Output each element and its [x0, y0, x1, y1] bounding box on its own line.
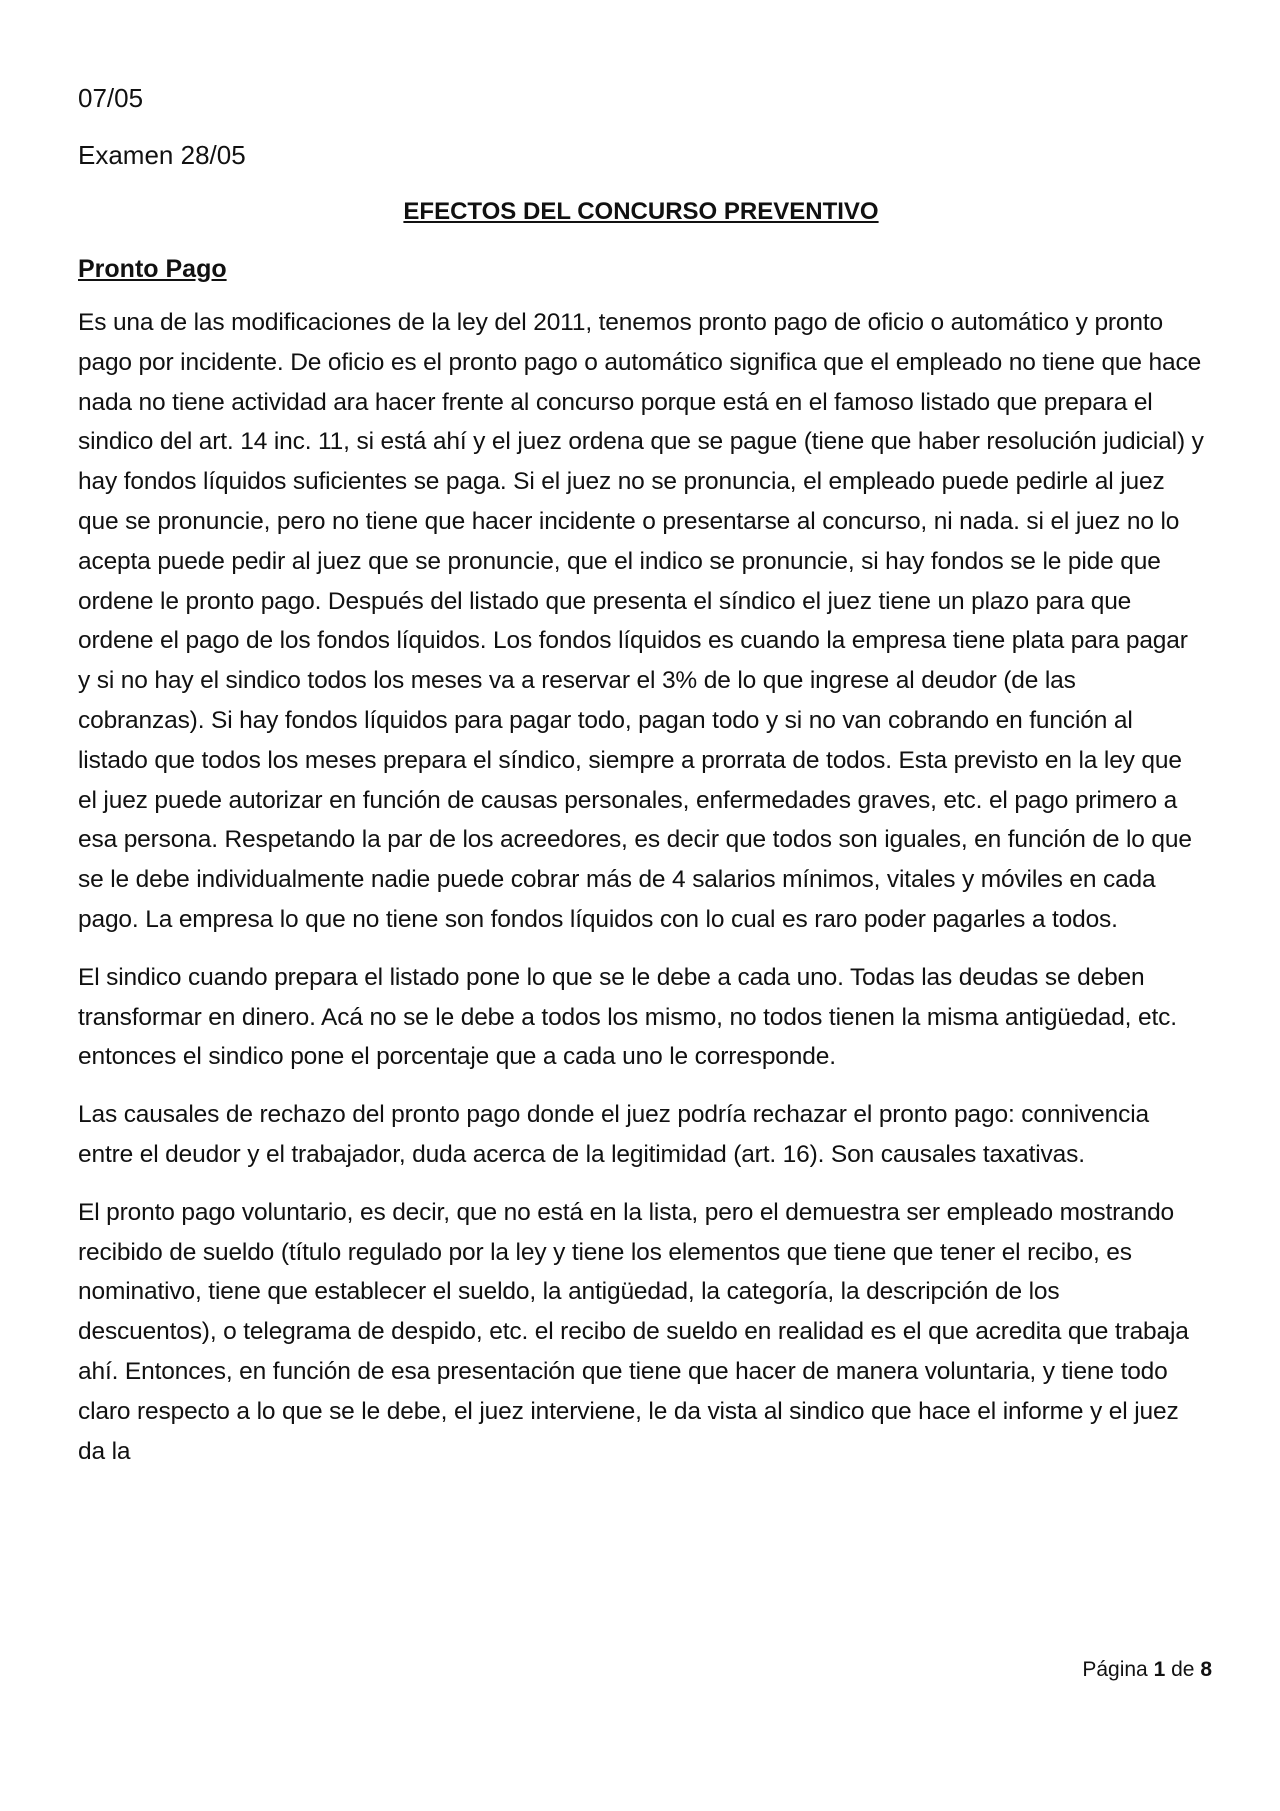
paragraph-1: Es una de las modificaciones de la ley del 2011, tenemos pronto pago de oficio o automático y pronto pago por incidente. De oficio es el pronto pago o automático significa que el empleado no tiene que hace nada no tiene actividad ara hacer frente al concurso porque está en el famoso listado que prepara el sindico del art. 14 inc. 11, si está ahí y el juez ordena que se pague (tiene que haber resolución judicial) y hay fondos líquidos suficientes se paga. Si el juez no se pronuncia, el empleado puede pedirle al juez que se pronuncie, pero no tiene que hacer incidente o presentarse al concurso, ni nada. si el juez no lo acepta puede pedir al juez que se pronuncie, que el indico se pronuncie, si hay fondos se le pide que ordene le pronto pago. Después del listado que presenta el síndico el juez tiene un plazo para que ordene el pago de los fondos líquidos. Los fondos líquidos es cuando la empresa tiene plata para pagar y si no hay el sindico todos los meses va a reservar el 3% de lo que ingrese al deudor (de las cobranzas). Si hay fondos líquidos para pagar todo, pagan todo y si no van cobrando en función al listado que todos los meses prepara el síndico, siempre a prorrata de todos. Esta previsto en la ley que el juez puede autorizar en función de causas personales, enfermedades graves, etc. el pago primero a esa persona. Respetando la par de los acreedores, es decir que todos son iguales, en función de lo que se le debe individualmente nadie puede cobrar más de 4 salarios mínimos, vitales y móviles en cada pago. La empresa lo que no tiene son fondos líquidos con lo cual es raro poder pagarles a todos.	[78, 309, 1204, 933]
exam-line: Examen 28/05	[78, 140, 246, 170]
document-page	[78, 78, 1204, 1489]
document-title: EFECTOS DEL CONCURSO PREVENTIVO	[403, 198, 879, 225]
paragraph-2: El sindico cuando prepara el listado pone lo que se le debe a cada uno. Todas las deudas se deben transformar en dinero. Acá no se le debe a todos los mismo, no todos tienen la misma antigüedad, etc. entonces el sindico pone el porcentaje que a cada uno le corresponde.	[78, 963, 1177, 1071]
paragraph-3: Las causales de rechazo del pronto pago donde el juez podría rechazar el pronto pago: connivencia entre el deudor y el trabajador, duda acerca de la legitimidad (art. 16). Son causales taxativas.	[78, 1101, 1149, 1168]
page-footer	[1082, 1655, 1212, 1685]
of-label: de	[1171, 1658, 1195, 1681]
page-label: Página	[1082, 1658, 1148, 1681]
current-page-number: 1	[1153, 1658, 1166, 1681]
total-pages-number: 8	[1200, 1658, 1212, 1681]
paragraph-4: El pronto pago voluntario, es decir, que no está en la lista, pero el demuestra ser empleado mostrando recibido de sueldo (título regulado por la ley y tiene los elementos que tiene que tener el recibo, es nominativo, tiene que establecer el sueldo, la antigüedad, la categoría, la descripción de los descuentos), o telegrama de despido, etc. el recibo de sueldo en realidad es el que acredita que trabaja ahí. Entonces, en función de esa presentación que tiene que hacer de manera voluntaria, y tiene todo claro respecto a lo que se le debe, el juez interviene, le da vista al sindico que hace el informe y el juez da la	[78, 1198, 1189, 1465]
date-line: 07/05	[78, 83, 144, 113]
section-heading: Pronto Pago	[78, 255, 227, 283]
